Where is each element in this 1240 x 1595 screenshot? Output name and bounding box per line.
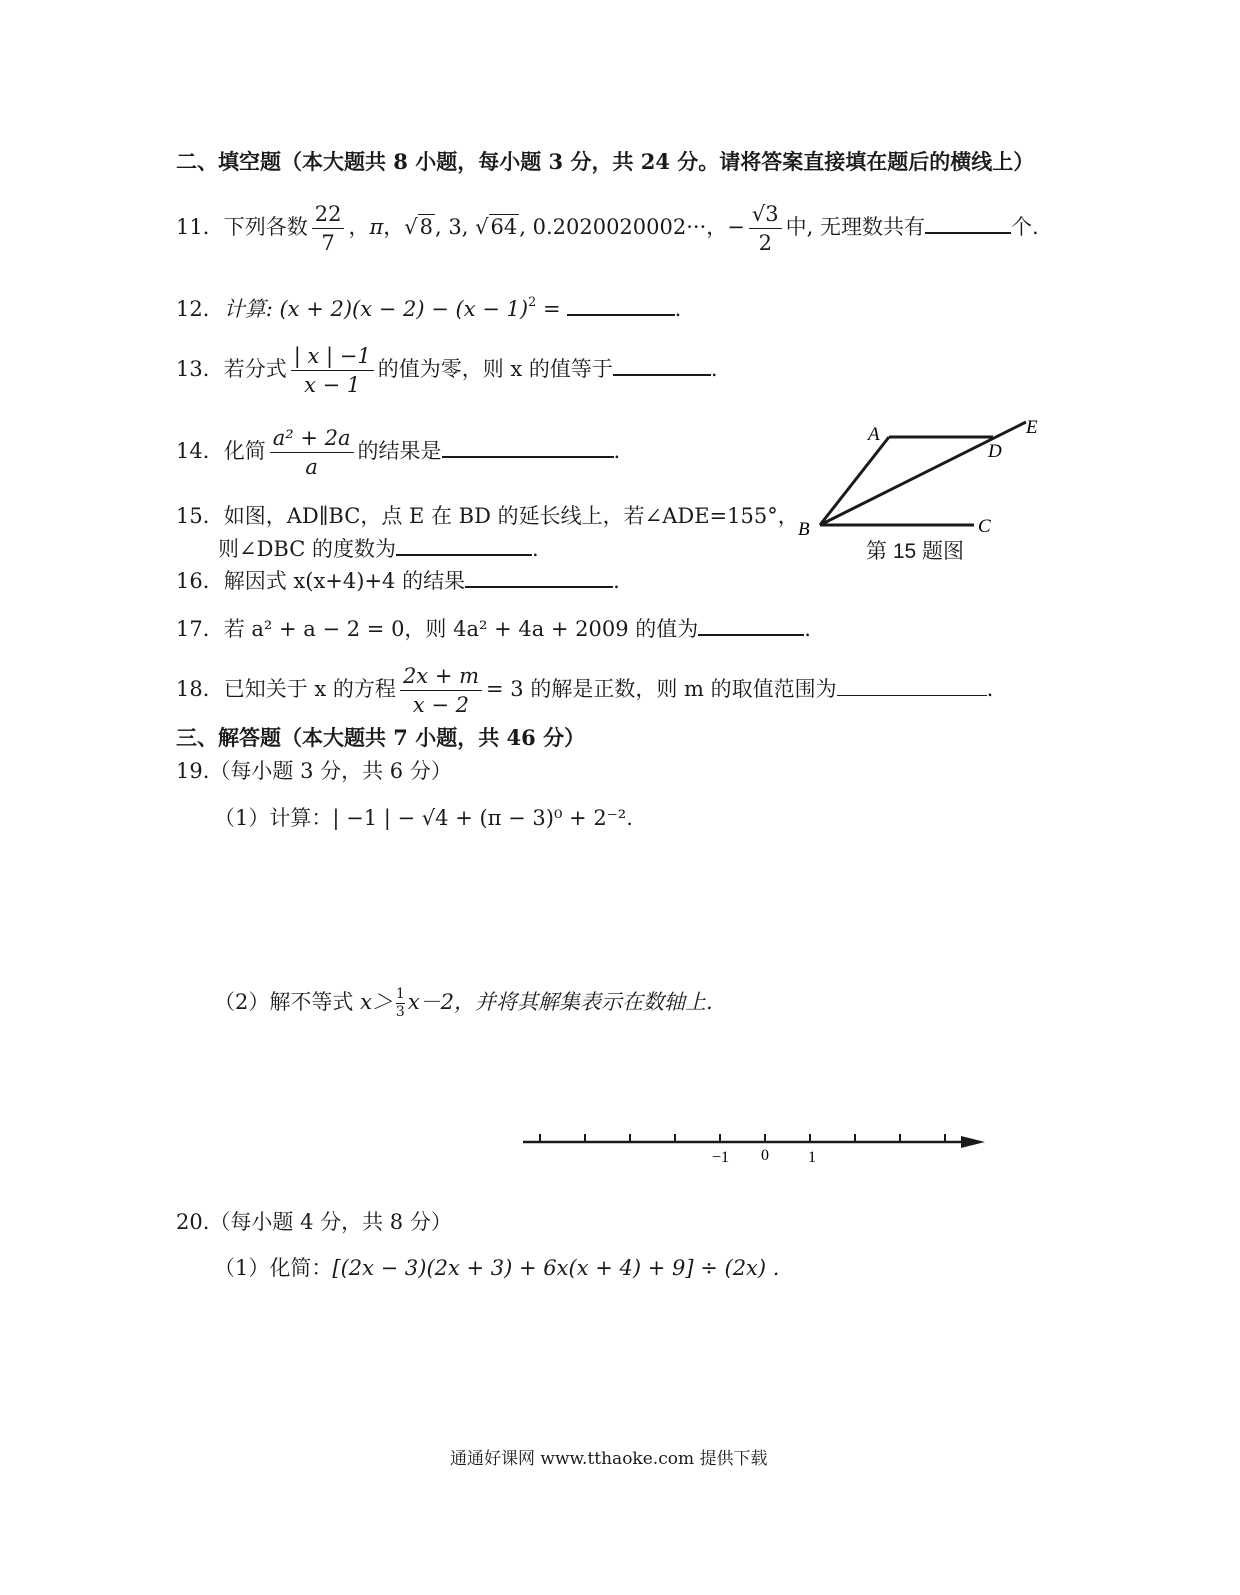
- label-c: C: [978, 516, 991, 537]
- exponent: 2: [528, 295, 537, 310]
- q11-mid: , 3,: [435, 215, 476, 239]
- answer-blank[interactable]: [698, 614, 804, 636]
- q12-end: .: [674, 297, 682, 321]
- fraction-denominator: x − 1: [304, 373, 361, 397]
- tick-label-0: 0: [761, 1147, 769, 1164]
- question-19: [176, 757, 452, 785]
- question-number: 14．: [176, 439, 224, 463]
- inequality-rhs: x－2，并将其解集表示在数轴上.: [407, 990, 713, 1014]
- q19-part1-expression: | −1 | − √4 + (π − 3)⁰ + 2⁻².: [332, 806, 633, 830]
- sqrt-sign: √: [475, 215, 489, 239]
- part-label: （1）化简：: [214, 1256, 333, 1280]
- question-13: [176, 342, 718, 399]
- answer-blank[interactable]: [442, 436, 614, 458]
- question-14: [176, 424, 620, 481]
- part-label: （1）计算：: [214, 806, 333, 830]
- fraction-numerator: 1: [395, 986, 405, 1002]
- figure-15-caption: 第 15 题图: [866, 540, 965, 563]
- fraction-one-third: [396, 986, 405, 1021]
- answer-blank[interactable]: [567, 294, 675, 316]
- question-20-part-1: [214, 1254, 779, 1282]
- tick-label-neg1: −1: [712, 1149, 730, 1166]
- section-2-heading: 二、填空题（本大题共 8 小题，每小题 3 分，共 24 分。请将答案直接填在题后的横线上）: [176, 149, 1035, 174]
- fraction-denominator: 2: [758, 231, 772, 255]
- q17-end: .: [804, 617, 811, 641]
- q15-line2: 则∠DBC 的度数为: [218, 537, 396, 561]
- question-number: 13．: [176, 357, 224, 381]
- fraction-numerator: √3: [749, 200, 782, 229]
- q11-prefix: 下列各数: [223, 215, 308, 239]
- answer-blank[interactable]: [837, 675, 987, 696]
- label-b: B: [798, 519, 810, 540]
- sqrt-8-radicand: 8: [419, 215, 434, 239]
- q18-prefix: 已知关于 x 的方程: [223, 677, 396, 701]
- question-number: 15．: [176, 504, 224, 528]
- page-footer: 通通好课网 www.tthaoke.com 提供下载: [450, 1449, 768, 1469]
- separator: ，: [383, 215, 405, 239]
- fraction-sqrt3-over-2: [749, 200, 782, 257]
- fraction-numerator: | x | −1: [291, 342, 374, 371]
- question-number: 18．: [176, 677, 224, 701]
- question-16: [176, 566, 620, 595]
- fraction-abs-x: [291, 342, 374, 399]
- q17-text: 若 a² + a − 2 = 0，则 4a² + 4a + 2009 的值为: [223, 617, 699, 641]
- question-19-part-1: [214, 804, 633, 832]
- sqrt-sign: √: [404, 215, 418, 239]
- fraction-numerator: a² + 2a: [270, 424, 354, 453]
- q11-tail: 中, 无理数共有: [785, 215, 925, 239]
- q13-tail: 的值为零，则 x 的值等于: [377, 357, 613, 381]
- q13-prefix: 若分式: [223, 357, 287, 381]
- q18-tail: = 3 的解是正数，则 m 的取值范围为: [486, 677, 837, 701]
- pi-symbol: π: [369, 215, 384, 239]
- q14-end: .: [613, 439, 621, 463]
- section-3-heading: 三、解答题（本大题共 7 小题，共 46 分）: [176, 725, 586, 750]
- fraction-denominator: a: [305, 455, 318, 479]
- q18-end: .: [986, 677, 994, 701]
- q19-score-note: （每小题 3 分，共 6 分）: [209, 759, 452, 783]
- fraction-denominator: x − 2: [412, 693, 470, 717]
- question-number: 20.: [176, 1210, 210, 1234]
- part-label: （2）解不等式: [214, 990, 354, 1014]
- fraction-a2-plus-2a: [270, 424, 354, 481]
- fraction-22-over-7: [312, 200, 345, 257]
- q20-part1-expression: [(2x − 3)(2x + 3) + 6x(x + 4) + 9] ÷ (2x) .: [332, 1256, 780, 1280]
- q12-expression: 计算: (x + 2)(x − 2) − (x − 1): [223, 297, 529, 321]
- question-number: 17．: [176, 617, 224, 641]
- label-e: E: [1026, 417, 1038, 438]
- q16-text: 解因式 x(x+4)+4 的结果: [223, 569, 466, 593]
- question-number: 12．: [176, 297, 224, 321]
- answer-blank[interactable]: [465, 566, 613, 588]
- q14-tail: 的结果是: [357, 439, 442, 463]
- q15-end: .: [532, 537, 539, 561]
- question-20: [176, 1208, 452, 1236]
- fraction-numerator: 2x + m: [400, 662, 482, 691]
- question-18: [176, 662, 993, 719]
- question-15-line2: [218, 534, 539, 563]
- answer-blank[interactable]: [396, 534, 532, 556]
- q15-line1: 如图，AD∥BC，点 E 在 BD 的延长线上，若∠ADE=155°，: [223, 504, 799, 528]
- sqrt-64-radicand: 64: [490, 215, 518, 239]
- minus-sign: −: [727, 215, 745, 239]
- answer-blank[interactable]: [613, 354, 711, 376]
- equals-sign: =: [536, 297, 561, 321]
- label-a: A: [868, 424, 880, 445]
- question-19-part-2: [214, 986, 713, 1021]
- tick-label-1: 1: [808, 1149, 816, 1166]
- question-11: [176, 200, 1039, 257]
- question-17: [176, 614, 811, 643]
- q11-end: 个.: [1010, 215, 1039, 239]
- question-number: 16．: [176, 569, 224, 593]
- number-line-arrow: [961, 1136, 985, 1148]
- label-d: D: [988, 441, 1002, 462]
- q16-end: .: [613, 569, 620, 593]
- q20-score-note: （每小题 4 分，共 8 分）: [209, 1210, 452, 1234]
- answer-blank[interactable]: [925, 212, 1011, 234]
- inequality-lhs: x＞: [360, 990, 393, 1014]
- fraction-2x-plus-m: [400, 662, 482, 719]
- separator: ，: [348, 215, 370, 239]
- question-15: [176, 502, 799, 530]
- question-12: [176, 294, 681, 323]
- fraction-denominator: 3: [395, 1004, 405, 1020]
- q13-end: .: [710, 357, 718, 381]
- fraction-numerator: 22: [312, 200, 345, 229]
- question-number: 11．: [176, 215, 224, 239]
- question-number: 19.: [176, 759, 210, 783]
- fraction-denominator: 7: [321, 231, 335, 255]
- q11-decimal: , 0.2020020002···，: [519, 215, 728, 239]
- number-line: [515, 1125, 995, 1170]
- segment-ab: [820, 437, 889, 525]
- q14-prefix: 化简: [223, 439, 266, 463]
